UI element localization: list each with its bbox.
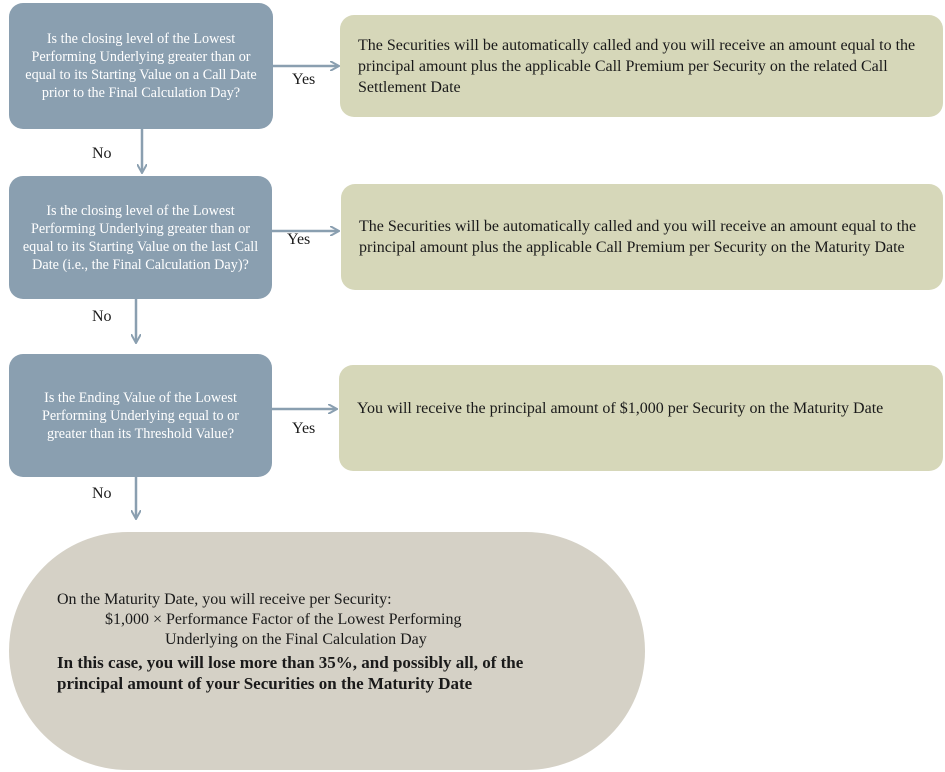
final-warning: In this case, you will lose more than 35%, and possibly all, of the principal amount of your Securities on the Maturity Date: [57, 653, 524, 693]
yes-label-1: Yes: [292, 71, 316, 88]
outcome-box-1: [340, 15, 943, 117]
no-label-3: No: [92, 485, 112, 502]
no-label-2: No: [92, 308, 112, 325]
outcome-text-3: You will receive the principal amount of $1,000 per Security on the Maturity Date: [357, 400, 884, 417]
question-text-2: Is the closing level of the Lowest Performing Underlying greater than or equal to its Starting Value on the last Call Date (i.e., the Final Calculation Day)?: [22, 202, 259, 273]
question-box-3: [9, 354, 272, 477]
final-line-2: $1,000 × Performance Factor of the Lowest Performing: [105, 611, 462, 628]
final-outcome-box: [9, 532, 645, 770]
question-box-1: [9, 3, 273, 129]
final-line-3: Underlying on the Final Calculation Day: [165, 631, 427, 648]
outcome-box-3: [339, 365, 943, 471]
final-line-1: On the Maturity Date, you will receive per Security:: [57, 591, 392, 608]
yes-label-2: Yes: [287, 231, 311, 248]
outcome-box-2: [341, 184, 943, 290]
yes-label-3: Yes: [292, 420, 316, 437]
question-text-1: Is the closing level of the Lowest Performing Underlying greater than or equal to its Starting Value on a Call Date prior to the Final Calculation Day?: [25, 31, 257, 101]
no-label-1: No: [92, 145, 112, 162]
outcome-text-1: The Securities will be automatically called and you will receive an amount equal to the principal amount plus the applicable Call Premium per Security on the related Call Settlement Date: [358, 36, 916, 96]
question-text-3: Is the Ending Value of the Lowest Performing Underlying equal to or greater than its Threshold Value?: [41, 389, 239, 442]
question-box-2: [9, 176, 272, 299]
outcome-text-2: The Securities will be automatically called and you will receive an amount equal to the principal amount plus the applicable Call Premium per Security on the Maturity Date: [359, 218, 917, 256]
